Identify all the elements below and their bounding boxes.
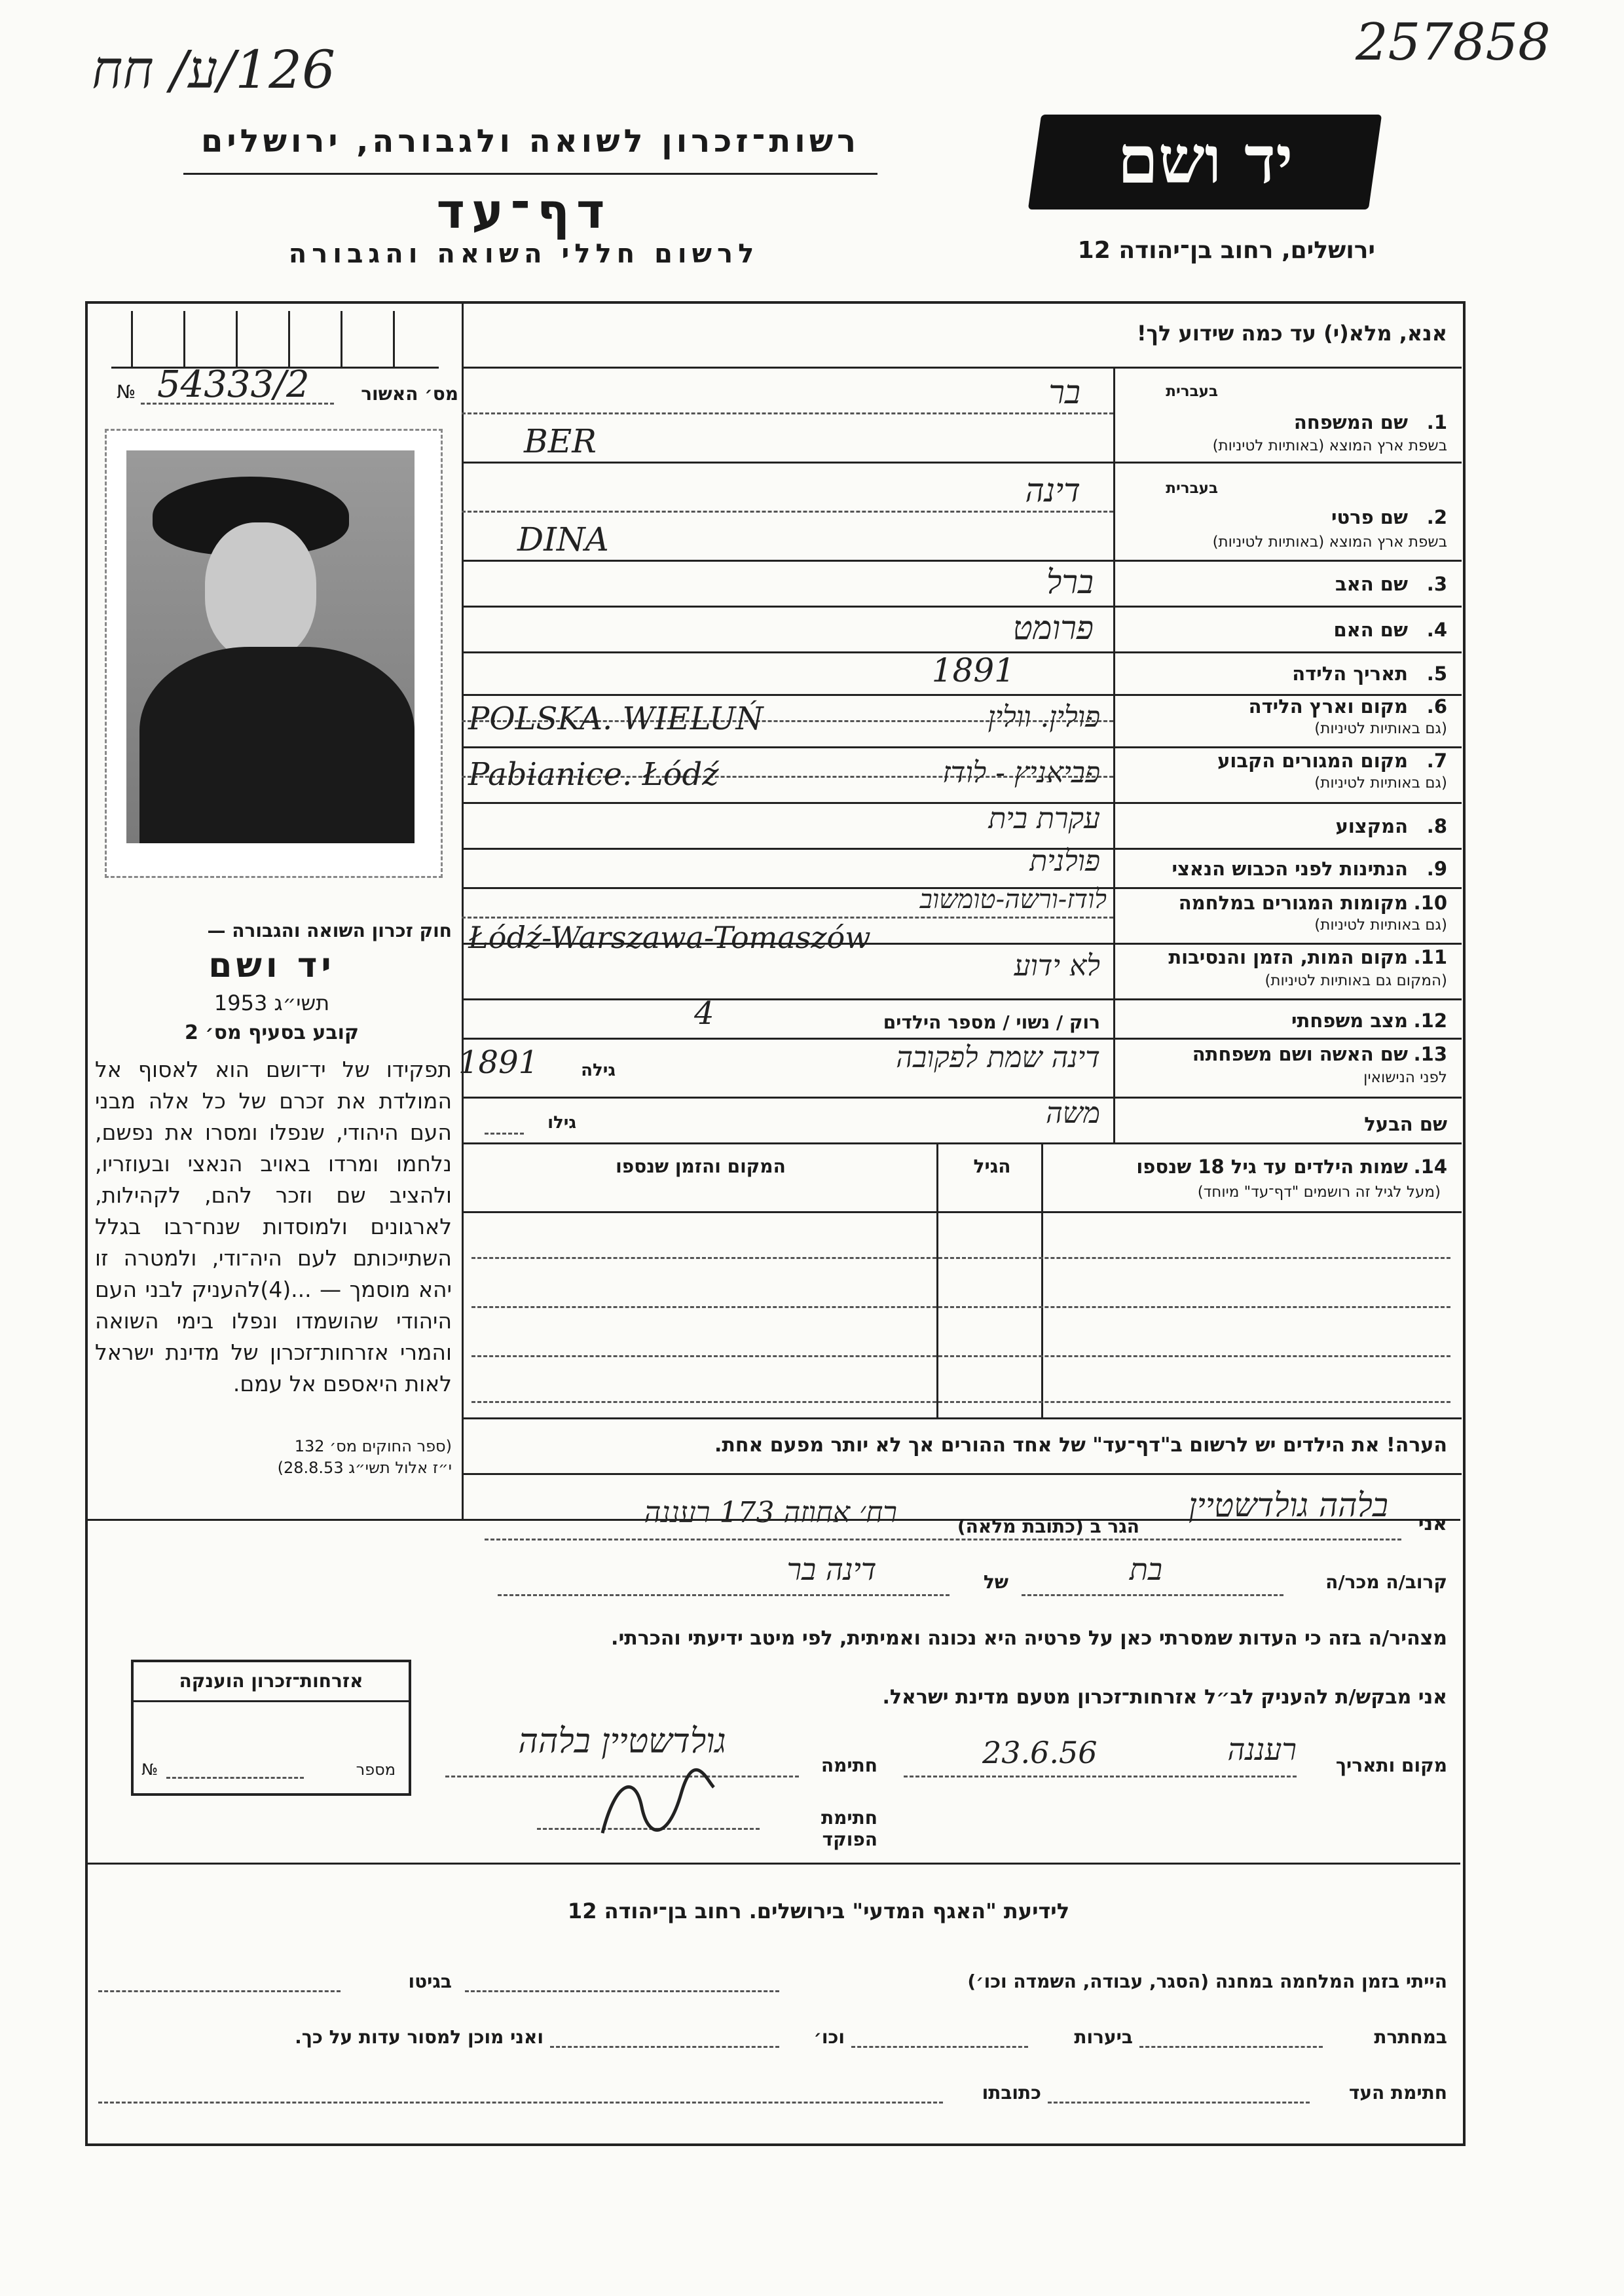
field-3-label: שם האב [1335, 573, 1408, 595]
barcode-boxes [111, 311, 439, 369]
field-5-num: 5. [1426, 663, 1447, 685]
field-7-value-latin[interactable]: Pabianice. Łódź [468, 756, 719, 793]
field-10-label: מקומות המגורים במלחמה [1178, 892, 1408, 914]
field-7-num: 7. [1426, 750, 1447, 772]
cert-label: מס׳ האשור [361, 383, 458, 405]
children-num: 14. [1413, 1156, 1447, 1178]
field-13-num: 13. [1413, 1043, 1447, 1065]
field-1-value-hebrew[interactable]: בר [1048, 373, 1080, 411]
field-11-label: מקום המות, הזמן והנסיבות [1168, 946, 1408, 968]
address: ירושלים, רחוב בן־יהודה 12 [1077, 237, 1375, 264]
field-10-sub: (גם באותיות לטיניות) [1314, 917, 1447, 934]
field-8-label: המקצוע [1335, 815, 1408, 837]
footer-notice: לידיעת "האגף המדעי" בירושלים. רחוב בן־יהודה 12 [567, 1899, 1070, 1923]
field-2-sub-hebrew: בעברית [1166, 480, 1218, 497]
cert-line [141, 403, 334, 405]
children-col-divider-1 [1041, 1142, 1043, 1417]
field-2-label: שם פרטי [1331, 506, 1408, 528]
field-13-label: שם האשה ושם משפחתה [1192, 1043, 1408, 1065]
field-13-value-hebrew[interactable]: דינה שמת לפקובה [896, 1041, 1100, 1074]
field-1-value-latin[interactable]: BER [524, 422, 597, 460]
field-13-value-latin[interactable]: 1891 [458, 1044, 539, 1081]
field-2-value-latin[interactable]: DINA [517, 520, 609, 558]
children-sub: (מעל לגיל זה רושמים "דף־עד" מיוחד) [1197, 1184, 1441, 1201]
field-4-label: שם האם [1333, 619, 1408, 641]
label-divider [1113, 367, 1115, 1142]
decl-statement: מצהיר/ה בזה כי העדות שמסרתי כאן על פרטיה היא נכונה ואמיתית, לפי מיטב ידיעתי והכרתי. [611, 1627, 1447, 1650]
husband-value[interactable]: משה [1045, 1097, 1100, 1130]
footer-line2-underground: במחתרת [1374, 2026, 1447, 2048]
decl-residing-label: הגר ב (כתובת מלאה) [957, 1516, 1139, 1537]
citizenship-box [131, 1660, 411, 1796]
law-source: (ספר החוקים מס׳ 132 [294, 1437, 452, 1455]
field-6-sub: (גם באותיות לטיניות) [1314, 720, 1447, 737]
field-4-value-hebrew[interactable]: פרומט [1012, 609, 1094, 647]
children-label: שמות הילדים עד גיל 18 שנספו [1136, 1156, 1408, 1178]
field-13-sub: לפני הנישואין [1363, 1069, 1447, 1086]
children-col-place: המקום והזמן שנספו [616, 1156, 786, 1177]
field-2-value-hebrew[interactable]: דינה [1025, 471, 1080, 509]
field-10-value-latin[interactable]: Łódź-Warszawa-Tomaszów [468, 920, 871, 955]
cert-number: 54333/2 [157, 363, 310, 406]
footer-line2-etc: וכו׳ [813, 2026, 845, 2048]
field-10-value-hebrew[interactable]: לודז-ורשה-טומשוב [919, 884, 1107, 915]
decl-of-label: של [983, 1571, 1008, 1593]
sidebar-divider [462, 301, 464, 1519]
field-6-value-hebrew[interactable]: פולין. וולין [987, 701, 1100, 734]
law-clause: קובע בסעיף מס׳ 2 [184, 1021, 360, 1044]
archive-reference-left: 126/ע/ חח [92, 39, 335, 100]
decl-relative-value[interactable]: בת [1129, 1552, 1163, 1587]
decl-residing-value[interactable]: רח׳ אחוזה 173 רעננה [644, 1496, 897, 1529]
decl-place-date-label: מקום ותאריך [1335, 1755, 1447, 1776]
footer-line2-forests: ביערות [1074, 2026, 1133, 2048]
husband-age-label: גילו [547, 1113, 576, 1133]
decl-signature-label: חתימה [821, 1755, 877, 1776]
law-date: י״ז אלול תשי״ג 28.8.53) [277, 1459, 452, 1477]
footer-line1-camp: הייתי בזמן המלחמה במחנה (הסגר, עבודה, השמדה וכו׳) [967, 1971, 1447, 1992]
field-9-value[interactable]: פולנית [1029, 845, 1100, 878]
field-1-sub-hebrew: בעברית [1166, 383, 1218, 400]
field-6-label: מקום וארץ הלידה [1248, 695, 1408, 718]
decl-i-label: אני [1418, 1512, 1447, 1535]
field-6-num: 6. [1426, 695, 1447, 718]
field-1-label: שם המשפחה [1293, 411, 1408, 433]
decl-place-value[interactable]: רעננה [1227, 1732, 1297, 1767]
field-1-num: 1. [1426, 411, 1447, 433]
law-year: תשי״ג 1953 [213, 991, 330, 1015]
decl-date-value[interactable]: 23.6.56 [982, 1735, 1098, 1770]
field-11-value[interactable]: לא ידוע [1014, 949, 1100, 983]
decl-signature-value[interactable]: גולדשטיין בלהה [518, 1722, 726, 1761]
field-9-num: 9. [1426, 858, 1447, 880]
footer-line2-testimony: ואני מוכן למסור עדות על כך. [295, 2026, 544, 2048]
field-5-label: תאריך הלידה [1292, 663, 1408, 685]
field-10-num: 10. [1413, 892, 1447, 914]
form-subtitle: לרשום חללי השואה והגבורה [288, 239, 760, 269]
children-col-age: הגיל [973, 1156, 1011, 1177]
field-3-num: 3. [1426, 573, 1447, 595]
field-1-sub-foreign: בשפת ארץ המוצא (באותיות לטיניות) [1212, 437, 1447, 454]
field-7-value-hebrew[interactable]: פביאניץ - לודז [942, 756, 1100, 790]
form-title: דף־עד [436, 183, 612, 240]
field-2-sub-foreign: בשפת ארץ המוצא (באותיות לטיניות) [1212, 534, 1447, 551]
decl-request: אני מבקש/ת להעניק לב״ל אזרחות־זכרון מטעם מדינת ישראל. [882, 1686, 1447, 1709]
portrait-photo [105, 429, 443, 878]
citizenship-no-symbol: № [141, 1760, 158, 1779]
field-13-age-label: גילה [581, 1061, 616, 1080]
field-7-sub: (גם באותיות לטיניות) [1314, 774, 1447, 792]
field-8-num: 8. [1426, 815, 1447, 837]
field-11-num: 11. [1413, 946, 1447, 968]
footer-line3-address: כתובתו [982, 2082, 1041, 2104]
field-11-sub: (המקום גם באותיות לטיניות) [1264, 972, 1447, 989]
field-5-value[interactable]: 1891 [931, 651, 1015, 689]
children-note: הערה! את הילדים יש לרשום ב"דף־עד" של אחד ההורים אך לא יותר מפעם אחת. [714, 1434, 1447, 1457]
yad-vashem-logo: יד ושם [1028, 115, 1382, 210]
field-6-value-latin[interactable]: POLSKA. WIELUŃ [468, 701, 764, 737]
field-4-num: 4. [1426, 619, 1447, 641]
archive-reference-right: 257858 [1356, 13, 1551, 72]
decl-of-value[interactable]: דינה בר [786, 1552, 877, 1587]
field-12-label: מצב משפחתי [1291, 1010, 1408, 1032]
citizenship-number-label: מספר [356, 1760, 396, 1779]
field-12-children-count[interactable]: 4 [694, 995, 714, 1032]
field-12-num: 12. [1413, 1010, 1447, 1032]
decl-officer-label: חתימת הפוקד [821, 1807, 877, 1850]
law-text: תפקידו של יד־ושם הוא לאסוף אל המולדת את זכרם של כל אלה מבני העם היהודי, שנפלו ומסרו את נפשם, נלחמו ומרדו באויב הנאצי ובעוזריו, ולהציב שם וזכר להם, לקהילות, לארגונים ולמוסדות שנח־רבו בגלל השתייכותם לעם היה־ודי, ולמטרה זו יהא מוסמך — ...(4)להעניק לבני העם היהודי שהושמדו ונפלו בימי השואה והמרי אזרחות־זכרון של מדינת ישראל לאות היאספם אל עמם. [95, 1057, 452, 1396]
instructions-rule [462, 367, 1462, 369]
children-col-divider-2 [936, 1142, 938, 1417]
field-7-label: מקום המגורים הקבוע [1217, 750, 1408, 772]
field-12-status-text: רוק / נשוי / מספר הילדים [883, 1011, 1100, 1033]
instructions: אנא, מלא(י) עד כמה שידוע לך! [1136, 321, 1447, 346]
footer-line1-ghetto: בגיטו [408, 1971, 452, 1992]
authority-underline [183, 173, 877, 175]
footer-line3-witness-sig: חתימת העד [1348, 2082, 1447, 2104]
field-9-label: הנתינות לפני הכבוש הנאצי [1172, 858, 1408, 880]
authority-name: רשות־זכרון לשואה ולגבורה, ירושלים [200, 123, 860, 160]
field-2-num: 2. [1426, 506, 1447, 528]
decl-i-value[interactable]: בלהה גולדשטיין [1188, 1486, 1388, 1524]
field-3-value-hebrew[interactable]: ברל [1046, 563, 1094, 601]
husband-label: שם הבעל [1364, 1113, 1447, 1135]
cert-no-symbol: № [117, 381, 136, 403]
citizenship-title: אזרחות־זכרון הוענקה [179, 1670, 363, 1692]
law-name: יד ושם [208, 946, 335, 985]
decl-relative-label: קרוב/ה מכר/ה [1325, 1571, 1447, 1593]
officer-signature-mark [589, 1768, 720, 1846]
law-heading: חוק זכרון השואה והגבורה — [207, 920, 452, 941]
field-8-value[interactable]: עקרת בית [988, 802, 1100, 835]
